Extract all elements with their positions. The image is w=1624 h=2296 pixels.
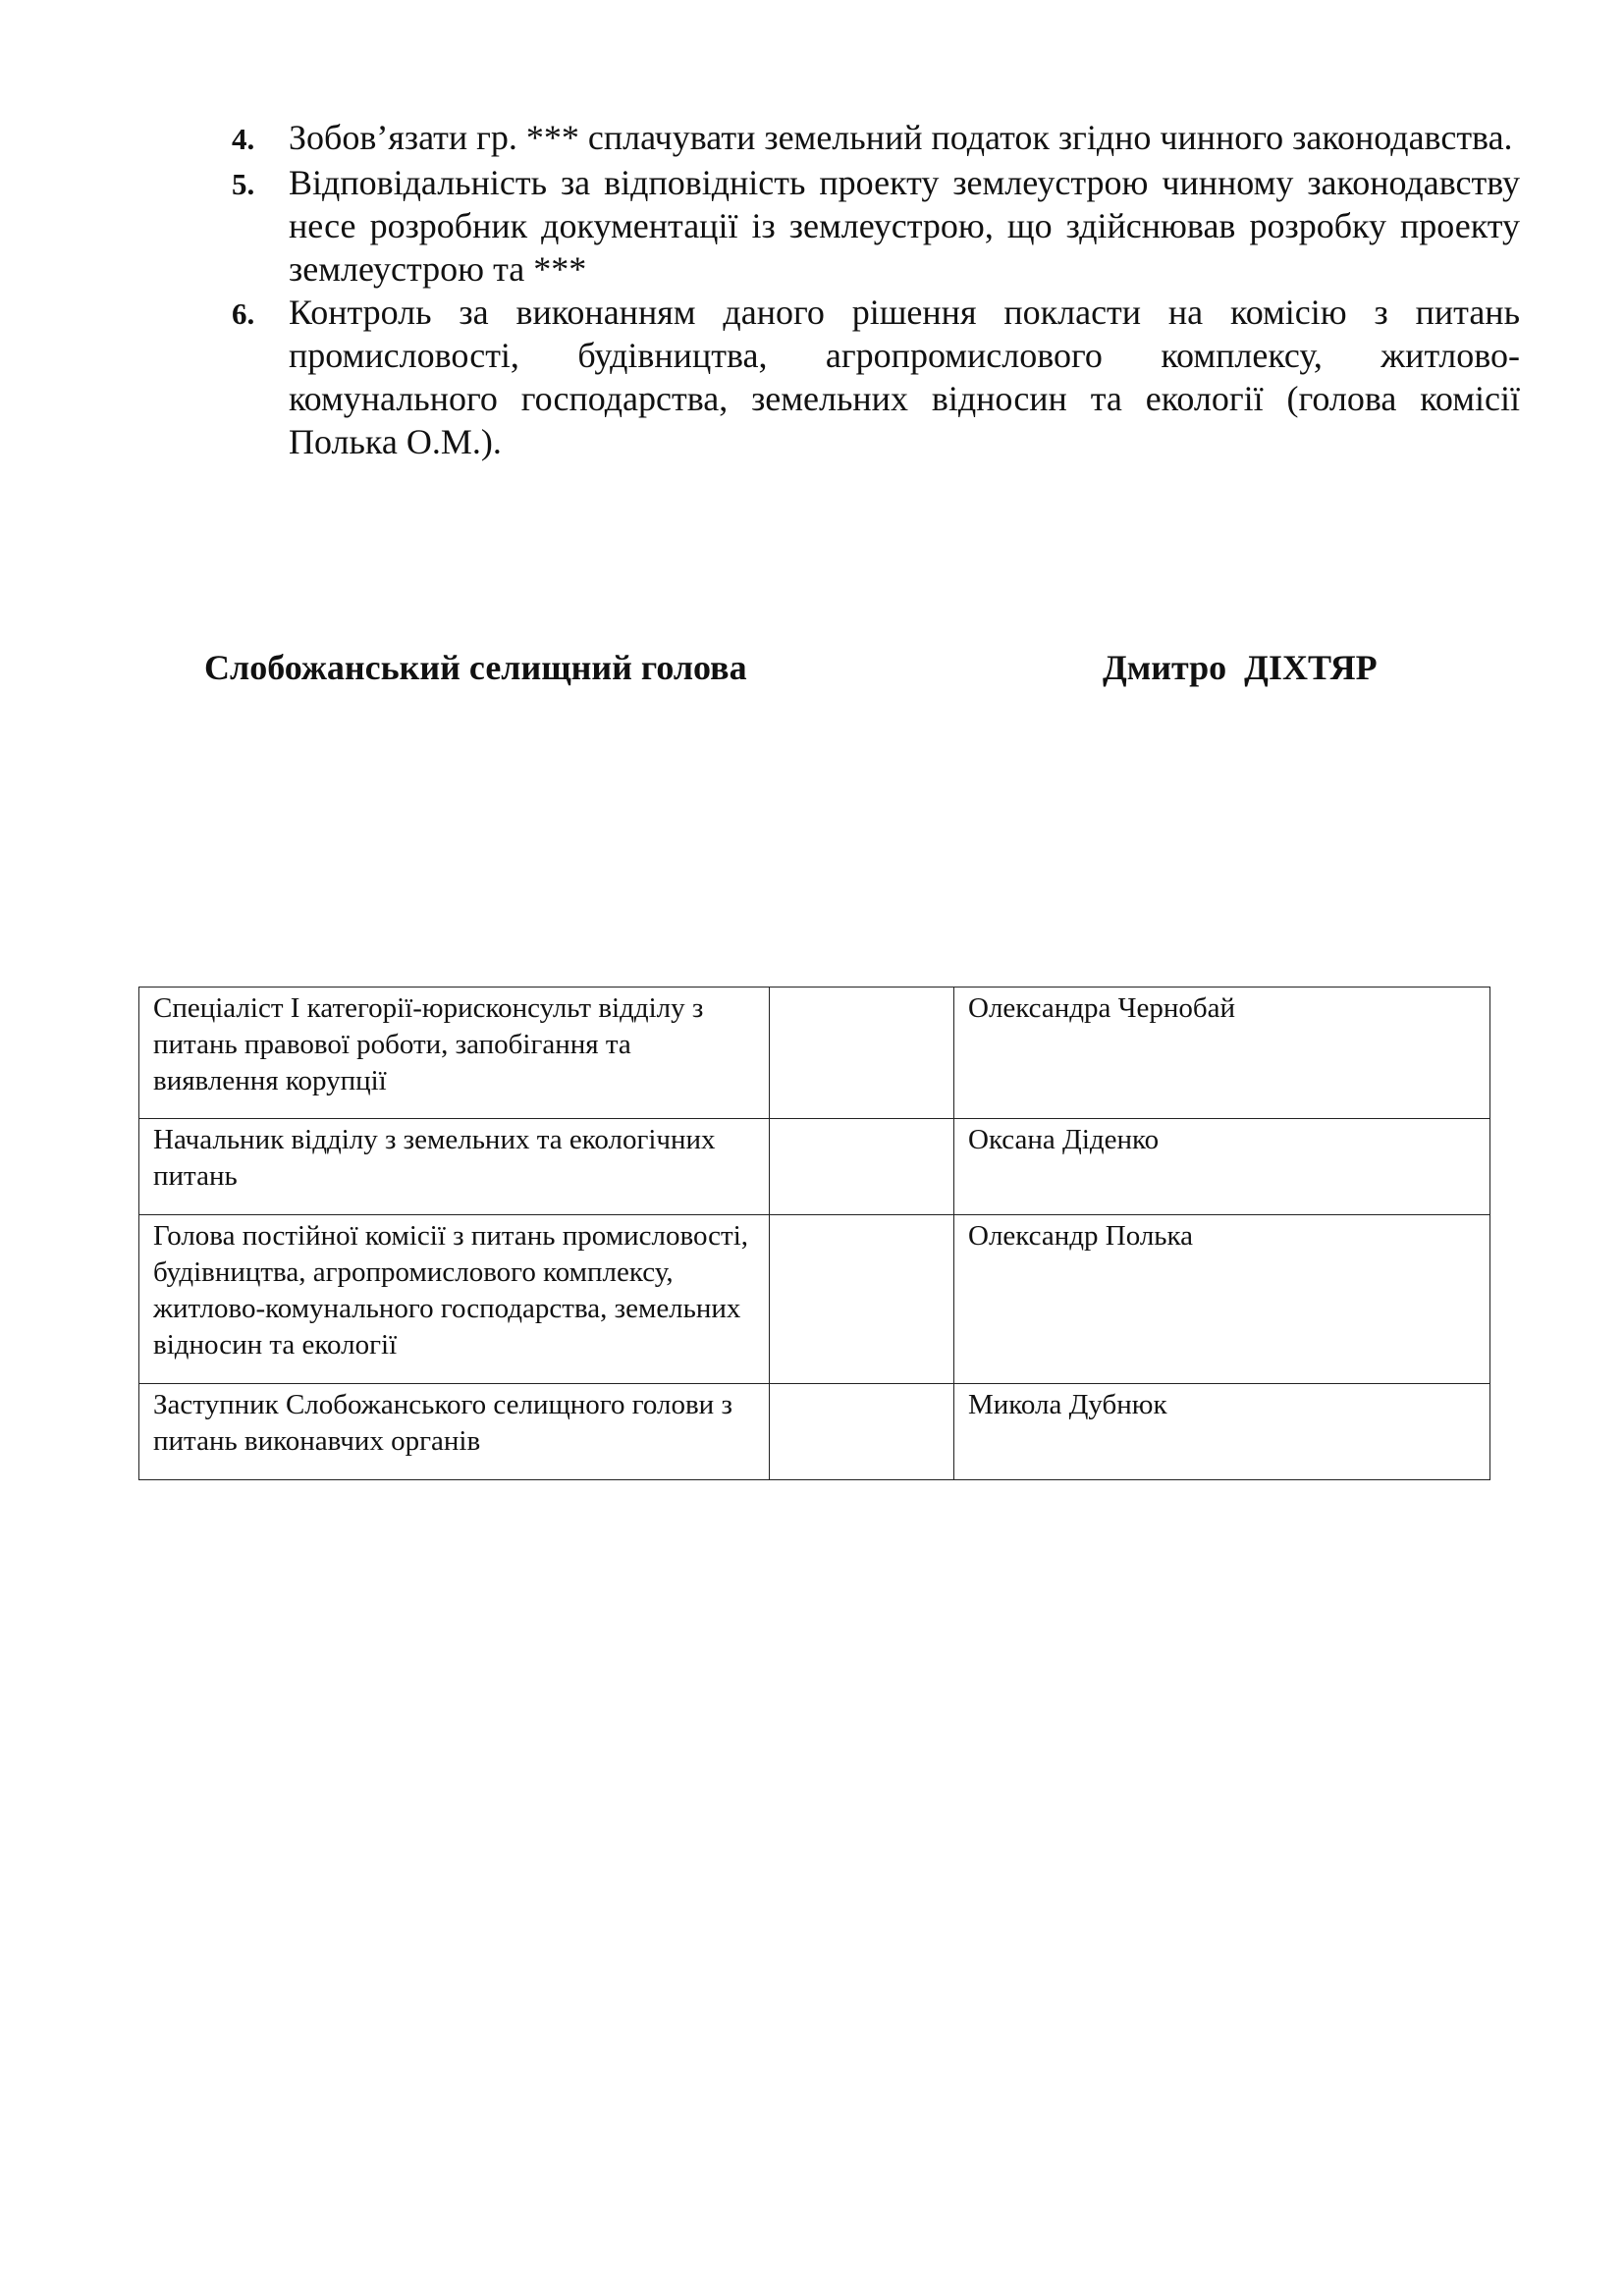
clause-text: Відповідальність за відповідність проекту землеустрою чинному законодавству несе розробник документації із землеустрою, що здійснював розробку проекту землеустрою та ***: [289, 163, 1520, 289]
clause-text: Зобов’язати гр. *** сплачувати земельний податок згідно чинного законодавства.: [289, 118, 1513, 157]
clause-5: [232, 161, 1520, 291]
clause-number: 5.: [232, 167, 255, 201]
signatory-name: Дмитро ДІХТЯР: [1103, 648, 1378, 687]
approval-table: [138, 987, 1490, 1480]
approver-signature-cell: [770, 1384, 954, 1480]
approver-name: Микола Дубнюк: [954, 1384, 1490, 1480]
approver-signature-cell: [770, 1215, 954, 1384]
approval-row: [139, 1119, 1490, 1215]
approver-position: Голова постійної комісії з питань промисловості, будівництва, агропромислового комплексу, житлово-комунального господарства, земельних відносин та екології: [139, 1215, 770, 1384]
approver-position: Спеціаліст І категорії-юрисконсульт відділу з питань правової роботи, запобігання та виявлення корупції: [139, 988, 770, 1119]
approver-position: Начальник відділу з земельних та екологічних питань: [139, 1119, 770, 1215]
approver-name: Олександра Чернобай: [954, 988, 1490, 1119]
approval-row: [139, 1384, 1490, 1480]
approver-signature-cell: [770, 988, 954, 1119]
approver-name: Оксана Діденко: [954, 1119, 1490, 1215]
clause-number: 4.: [232, 122, 255, 156]
clause-6: [232, 291, 1520, 463]
clause-4: [232, 116, 1520, 161]
approval-row: [139, 988, 1490, 1119]
decision-clauses: [232, 116, 1520, 463]
clause-text: Контроль за виконанням даного рішення покласти на комісію з питань промисловості, будівництва, агропромислового комплексу, житлово-комунального господарства, земельних відносин та екології (голова комісії Полька О.М.).: [289, 293, 1520, 461]
clause-number: 6.: [232, 296, 255, 331]
approver-name: Олександр Полька: [954, 1215, 1490, 1384]
signatory-position: Слобожанський селищний голова: [204, 648, 747, 687]
approver-position: Заступник Слобожанського селищного голови з питань виконавчих органів: [139, 1384, 770, 1480]
signature-line: [204, 643, 1412, 692]
approval-row: [139, 1215, 1490, 1384]
approver-signature-cell: [770, 1119, 954, 1215]
